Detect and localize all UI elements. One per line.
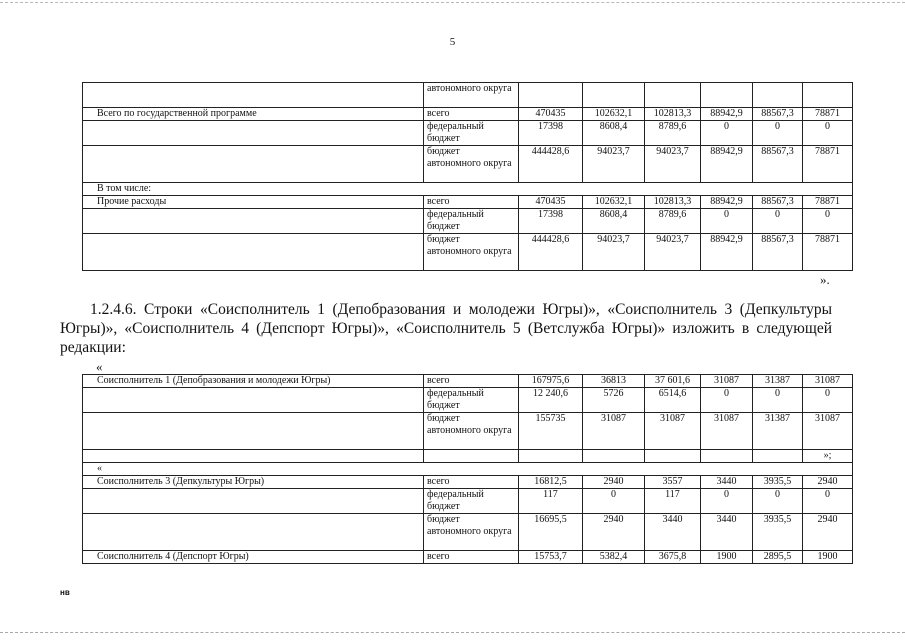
section-label-cell: В том числе: [83,183,853,196]
value-cell: 3675,8 [645,551,701,564]
value-cell: 0 [753,209,803,234]
value-cell: 31087 [803,413,853,450]
value-cell: 94023,7 [583,234,645,271]
table-row [83,463,853,476]
value-cell: 0 [583,489,645,514]
value-cell: 8608,4 [583,121,645,146]
value-cell: 2940 [803,514,853,551]
amendment-paragraph: 1.2.4.6. Строки «Соисполнитель 1 (Депобразования и молодежи Югры)», «Соисполнитель 3 (Депкультуры Югры)», «Соисполнитель 4 (Депспорт Югры)», «Соисполнитель 5 (Ветслужба Югры)» изложить в следующей редакции: [60,301,832,356]
value-cell: 36813 [583,375,645,388]
value-cell [753,450,803,463]
funding-source-cell: федеральный бюджет [424,388,519,413]
table-row [83,450,853,463]
value-cell: 17398 [519,209,583,234]
value-cell: 78871 [803,146,853,183]
value-cell: 88567,3 [753,108,803,121]
value-cell: 0 [701,489,753,514]
row-label-cell: Всего по государственной программе [83,108,424,121]
table-row [83,108,853,121]
table-row [83,375,853,388]
row-label-cell: Соисполнитель 3 (Депкультуры Югры) [83,476,424,489]
value-cell: 16695,5 [519,514,583,551]
table-row [83,146,853,183]
value-cell: 16812,5 [519,476,583,489]
value-cell [519,83,583,108]
table-row [83,234,853,271]
value-cell: 88942,9 [701,108,753,121]
value-cell: 470435 [519,196,583,209]
value-cell: 2940 [803,476,853,489]
value-cell: 3557 [645,476,701,489]
value-cell: 31087 [803,375,853,388]
value-cell: 94023,7 [645,146,701,183]
funding-source-cell: всего [424,551,519,564]
value-cell: 102632,1 [583,196,645,209]
row-label-cell [83,83,424,108]
table-row [83,413,853,450]
value-cell: 88567,3 [753,234,803,271]
scan-edge-top [0,2,905,3]
value-cell: 0 [701,388,753,413]
value-cell: 3935,5 [753,514,803,551]
value-cell: 78871 [803,108,853,121]
value-cell: 1900 [803,551,853,564]
value-cell: 31087 [701,413,753,450]
row-label-cell [83,450,424,463]
value-cell: 88942,9 [701,196,753,209]
value-cell: 31087 [583,413,645,450]
value-cell: 2940 [583,476,645,489]
value-cell: 0 [753,388,803,413]
value-cell: 117 [645,489,701,514]
value-cell: 94023,7 [583,146,645,183]
value-cell: 0 [753,489,803,514]
funding-source-cell: всего [424,375,519,388]
value-cell: 444428,6 [519,146,583,183]
row-label-cell [83,234,424,271]
table-row [83,209,853,234]
value-cell: 31387 [753,413,803,450]
value-cell [701,83,753,108]
row-label-cell: Прочие расходы [83,196,424,209]
page-number: 5 [449,36,456,48]
value-cell: 470435 [519,108,583,121]
budget-table-1 [82,82,853,271]
row-label-cell [83,489,424,514]
value-cell: 0 [803,388,853,413]
value-cell: 37 601,6 [645,375,701,388]
value-cell: 102813,3 [645,196,701,209]
table-row [83,551,853,564]
value-cell: 1900 [701,551,753,564]
table1-closing-quote: ». [820,272,830,287]
value-cell: 102813,3 [645,108,701,121]
funding-source-cell: всего [424,108,519,121]
row-label-cell: Соисполнитель 1 (Депобразования и молодежи Югры) [83,375,424,388]
table-row [83,388,853,413]
value-cell: 167975,6 [519,375,583,388]
value-cell: 31087 [645,413,701,450]
value-cell: 0 [803,121,853,146]
value-cell: 3440 [701,476,753,489]
value-cell: 3440 [645,514,701,551]
value-cell: 0 [701,121,753,146]
value-cell: 31087 [701,375,753,388]
scan-edge-bottom [0,632,905,633]
value-cell: 155735 [519,413,583,450]
value-cell: 8789,6 [645,209,701,234]
table-row [83,121,853,146]
row-label-cell [83,388,424,413]
table-row [83,476,853,489]
funding-source-cell: федеральный бюджет [424,489,519,514]
value-cell [645,83,701,108]
table-row [83,183,853,196]
funding-source-cell: автономного округа [424,83,519,108]
funding-source-cell [424,450,519,463]
value-cell [701,450,753,463]
value-cell: 78871 [803,196,853,209]
value-cell: 444428,6 [519,234,583,271]
value-cell: 15753,7 [519,551,583,564]
footer-mark: нв [60,588,70,597]
value-cell: 8608,4 [583,209,645,234]
value-cell: 5726 [583,388,645,413]
value-cell: 88567,3 [753,146,803,183]
row-label-cell: Соисполнитель 4 (Депспорт Югры) [83,551,424,564]
row-label-cell [83,121,424,146]
value-cell: 3935,5 [753,476,803,489]
value-cell: 5382,4 [583,551,645,564]
value-cell: 2940 [583,514,645,551]
funding-source-cell: бюджет автономного округа [424,234,519,271]
value-cell: 0 [803,489,853,514]
value-cell: 117 [519,489,583,514]
value-cell: 94023,7 [645,234,701,271]
value-cell: 0 [701,209,753,234]
value-cell: 12 240,6 [519,388,583,413]
value-cell: 78871 [803,234,853,271]
row-label-cell [83,514,424,551]
table-row [83,83,853,108]
table-row [83,514,853,551]
value-cell: 6514,6 [645,388,701,413]
funding-source-cell: бюджет автономного округа [424,514,519,551]
funding-source-cell: всего [424,196,519,209]
value-cell: 88942,9 [701,234,753,271]
funding-source-cell: всего [424,476,519,489]
budget-table-2 [82,374,853,564]
value-cell: »; [803,450,853,463]
value-cell [753,83,803,108]
value-cell [645,450,701,463]
row-label-cell [83,413,424,450]
value-cell: 31387 [753,375,803,388]
table-row [83,489,853,514]
funding-source-cell: федеральный бюджет [424,209,519,234]
row-label-cell [83,146,424,183]
row-label-cell [83,209,424,234]
funding-source-cell: федеральный бюджет [424,121,519,146]
value-cell: 88942,9 [701,146,753,183]
value-cell: 8789,6 [645,121,701,146]
value-cell [583,450,645,463]
value-cell: 88567,3 [753,196,803,209]
value-cell: 0 [803,209,853,234]
value-cell [519,450,583,463]
table-row [83,196,853,209]
table2-opening-quote: « [96,359,103,374]
value-cell: 2895,5 [753,551,803,564]
value-cell: 3440 [701,514,753,551]
value-cell: 102632,1 [583,108,645,121]
section-label-cell: « [83,463,853,476]
value-cell [803,83,853,108]
value-cell: 17398 [519,121,583,146]
funding-source-cell: бюджет автономного округа [424,146,519,183]
value-cell: 0 [753,121,803,146]
funding-source-cell: бюджет автономного округа [424,413,519,450]
value-cell [583,83,645,108]
